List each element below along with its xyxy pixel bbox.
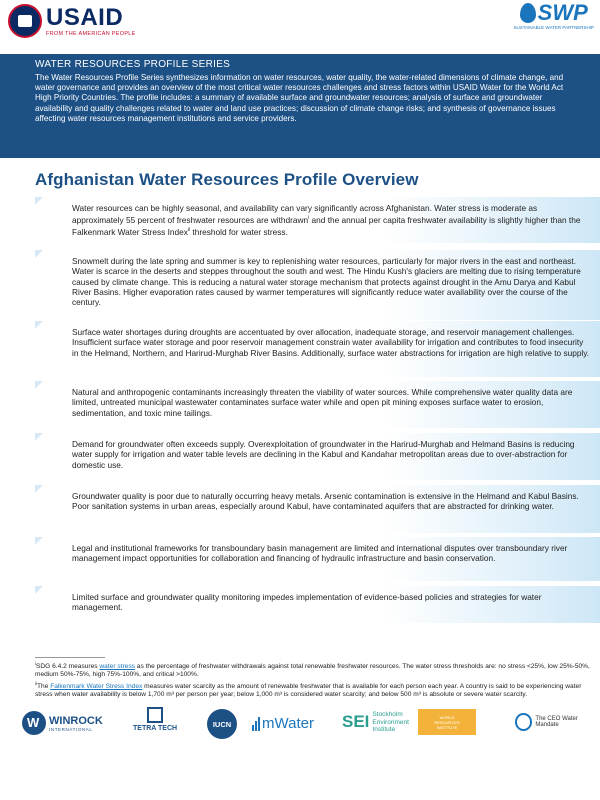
mwater-bars-icon bbox=[252, 717, 260, 731]
winrock-logo: W WINROCK INTERNATIONAL bbox=[22, 711, 103, 735]
overview-text-3: Surface water shortages during droughts are accentuated by over allocation, inadequate storage, and reservoir management challenges. Insufficient surface water storage and poor reservoir management constrain water availability for irrigation and contributes to food insecurity in the Helmand, Northern, and Harirud-Murghab River Basins. Additionally, surface water abstractions for irrigation are high relative to supply. bbox=[72, 327, 590, 358]
header-logos bbox=[0, 0, 600, 42]
usaid-logo bbox=[8, 4, 136, 38]
usaid-tagline: FROM THE AMERICAN PEOPLE bbox=[46, 30, 136, 37]
mwater-logo: mWater bbox=[252, 715, 314, 732]
footnote-1: $^i$SDG 6.4.2 measures water stress as the percentage of freshwater withdrawals against total renewable freshwater resources. The water stress thresholds are: no stress <25%, low 25%-50%, medium 50%-75%, high 75%-100%, and critical >100%. bbox=[35, 661, 590, 679]
sei-logo: SEI Stockholm Environment Institute bbox=[342, 711, 409, 733]
swp-logo bbox=[513, 2, 594, 30]
un-globe-icon bbox=[515, 713, 532, 731]
water-drop-icon bbox=[520, 3, 536, 23]
usaid-name: USAID bbox=[46, 3, 124, 31]
wri-logo: WORLD RESOURCES INSTITUTE bbox=[418, 709, 476, 735]
overview-box-7 bbox=[35, 537, 600, 581]
series-description: The Water Resources Profile Series synthesizes information on water resources, water quality, the water-related dimensions of climate change, and water governance and provides an overview of the most critical water resources challenges and stress factors within USAID Water for the World Act High Priority Countries. The profile includes: a summary of available surface and groundwater resources; analysis of surface and groundwater availability and quality challenges related to water and land use practices; discussion of climate change risks; and synthesis of governance issues affecting water resources management institutions and service providers. bbox=[35, 73, 564, 123]
overview-text-2: Snowmelt during the late spring and summer is key to replenishing water resources, particularly for major rivers in the east and northeast. Water is scarce in the deserts and steppes throughout the south and west. The Hindu Kush's glaciers are melting due to rising temperature caused by climate change. This is reducing a natural water storage mechanism that protects against drought in the Amu Darya and Kabul River Basins. Higher evaporation rates caused by warmer temperatures will significantly reduce water availability over the course of the century. bbox=[72, 256, 581, 308]
ceo-water-mandate-logo: The CEO Water Mandate bbox=[515, 713, 600, 731]
iucn-logo bbox=[207, 709, 237, 739]
footnote-ref: i bbox=[308, 215, 310, 222]
overview-text-1: Water resources can be highly seasonal, and availability can vary significantly across Afghanistan. Water stress is moderate as approximately 55 percent of freshwater resources are withdrawn$^i$ and the annual per capita freshwater availability is slightly higher than the Falkenmark Water Stress Index$^{ii}$ threshold for water stress. bbox=[72, 203, 581, 238]
footnote-2: $^{ii}$The Falkenmark Water Stress Index measures water scarcity as the amount of renewable freshwater that is available for each person each year. A country is said to be experiencing water stress when water availability is below 1,700 m³ per person per year; below 1,000 m³ is considered water scarcity; and below 500 m³ is absolute or severe water scarcity. bbox=[35, 680, 582, 698]
swp-tagline: SUSTAINABLE WATER PARTNERSHIP bbox=[513, 25, 594, 30]
series-title: WATER RESOURCES PROFILE SERIES bbox=[35, 59, 231, 70]
footnote-ref: ii bbox=[187, 227, 191, 234]
partner-logos bbox=[0, 705, 600, 745]
iucn-circle-icon: IUCN bbox=[207, 709, 237, 739]
overview-box-8 bbox=[35, 586, 600, 623]
overview-text-7: Legal and institutional frameworks for transboundary basin management are limited and international disputes over transboundary river management impact opportunities for collaboration and financing of hydraulic infrastructure and basin conservation. bbox=[72, 543, 568, 564]
overview-box-3 bbox=[35, 321, 600, 377]
overview-text-5: Demand for groundwater often exceeds supply. Overexploitation of groundwater in the Harirud-Murghab and Helmand Basins is reducing water supply for irrigation and water table levels are declining in the Kabul and Kandahar metropolitan areas due to over-abstraction for domestic use. bbox=[72, 439, 575, 470]
overview-text-6: Groundwater quality is poor due to naturally occurring heavy metals. Arsenic contamination is extensive in the Helmand and Kabul Basins. Poor sanitation systems in urban areas, especially around Kabul, have contaminated aquifers that are abstracted for drinking water. bbox=[72, 491, 579, 512]
falkenmark-index-link[interactable]: Falkenmark Water Stress Index bbox=[50, 682, 143, 690]
water-stress-link[interactable]: water stress bbox=[99, 663, 135, 671]
swp-name: SWP bbox=[537, 0, 588, 25]
footnotes bbox=[35, 657, 590, 699]
overview-text-8: Limited surface and groundwater quality monitoring impedes implementation of evidence-based policies and strategies for water management. bbox=[72, 592, 542, 613]
intro-band bbox=[0, 54, 600, 158]
tetra-tech-icon bbox=[147, 707, 163, 723]
overview-text-4: Natural and anthropogenic contaminants increasingly threaten the viability of water sources. While comprehensive water quality data are limited, untreated municipal wastewater contaminates surface water while and open pit mining exposes surface water to erosion, sedimentation, and toxic mine tailings. bbox=[72, 387, 573, 418]
overview-box-4 bbox=[35, 381, 600, 428]
tetra-tech-logo: TETRA TECH bbox=[133, 707, 177, 732]
page-title: Afghanistan Water Resources Profile Overview bbox=[35, 170, 419, 189]
overview-box-5 bbox=[35, 433, 600, 480]
overview-box-2 bbox=[35, 250, 600, 320]
footnote-divider bbox=[35, 657, 105, 658]
overview-box-6 bbox=[35, 485, 600, 533]
overview-box-1 bbox=[35, 197, 600, 243]
winrock-w-icon: W bbox=[22, 711, 46, 735]
usaid-seal-icon bbox=[8, 4, 42, 38]
